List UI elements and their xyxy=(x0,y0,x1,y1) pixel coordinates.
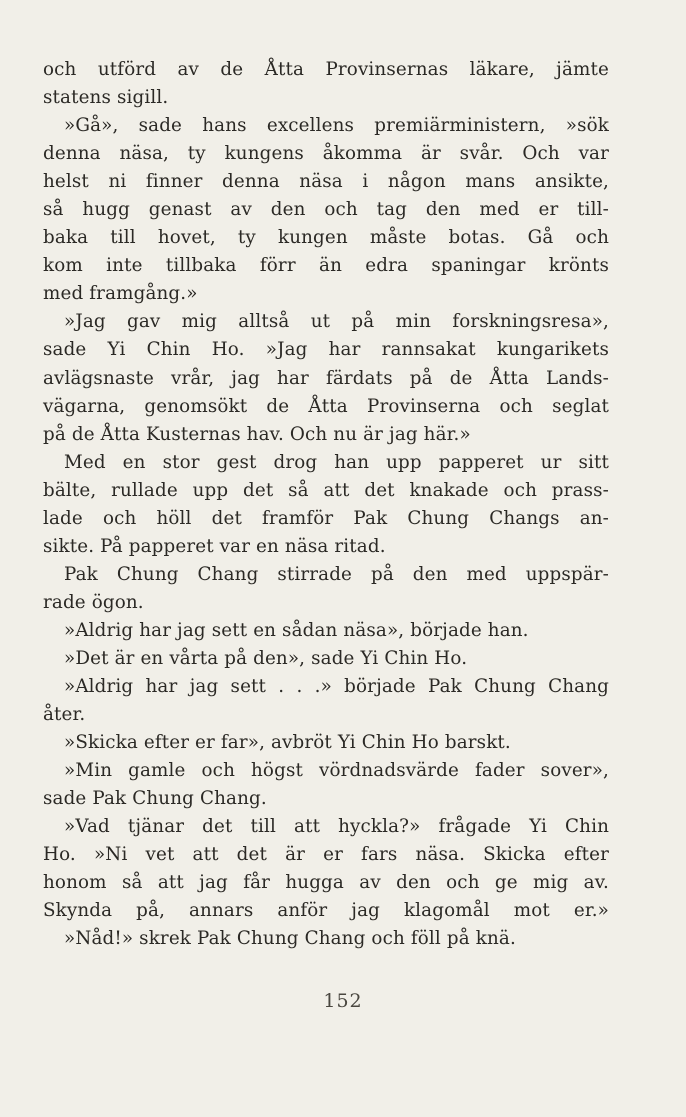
text-line: »Nåd!» skrek Pak Chung Chang och föll på knä. xyxy=(64,928,516,950)
text-line: »Min gamle och högst vördnadsvärde fader sover», xyxy=(64,760,609,782)
text-line: rade ögon. xyxy=(43,591,144,613)
text-line: åter. xyxy=(43,704,86,726)
text-line: »Gå», sade hans excellens premiärministern, »sök xyxy=(64,115,609,137)
text-line: så hugg genast av den och tag den med er till- xyxy=(43,199,609,221)
text-line: avlägsnaste vrår, jag har färdats på de Åtta Lands- xyxy=(43,367,609,389)
text-line: kom inte tillbaka förr än edra spaningar krönts xyxy=(43,255,609,277)
text-line: »Aldrig har jag sett . . .» började Pak Chung Chang xyxy=(64,676,609,698)
text-line: sade Yi Chin Ho. »Jag har rannsakat kungarikets xyxy=(43,339,609,361)
text-line: på de Åtta Kusternas hav. Och nu är jag här.» xyxy=(43,423,471,445)
body-text xyxy=(43,56,609,954)
text-line: vägarna, genomsökt de Åtta Provinserna och seglat xyxy=(43,395,609,417)
text-line: Ho. »Ni vet att det är er fars näsa. Skicka efter xyxy=(43,844,609,866)
text-line: »Jag gav mig alltså ut på min forskningsresa», xyxy=(64,311,609,333)
text-line: honom så att jag får hugga av den och ge mig av. xyxy=(43,872,609,894)
text-line: bälte, rullade upp det så att det knakade och prass- xyxy=(43,479,609,501)
text-line: sikte. På papperet var en näsa ritad. xyxy=(43,535,386,557)
text-line: sade Pak Chung Chang. xyxy=(43,788,267,810)
text-line: »Vad tjänar det till att hyckla?» frågade Yi Chin xyxy=(64,816,609,838)
text-line: denna näsa, ty kungens åkomma är svår. Och var xyxy=(43,143,609,165)
text-line: statens sigill. xyxy=(43,87,169,109)
text-line: Pak Chung Chang stirrade på den med uppspär- xyxy=(64,563,609,585)
text-line: helst ni finner denna näsa i någon mans ansikte, xyxy=(43,171,609,193)
text-line: baka till hovet, ty kungen måste botas. Gå och xyxy=(43,227,609,249)
text-line: lade och höll det framför Pak Chung Changs an- xyxy=(43,507,609,529)
text-line: och utförd av de Åtta Provinsernas läkare, jämte xyxy=(43,59,609,80)
text-line: Skynda på, annars anför jag klagomål mot er.» xyxy=(43,900,609,922)
text-line: med framgång.» xyxy=(43,283,198,305)
text-line: »Aldrig har jag sett en sådan näsa», började han. xyxy=(64,619,529,641)
text-line: »Skicka efter er far», avbröt Yi Chin Ho barskt. xyxy=(64,732,511,754)
text-line: »Det är en vårta på den», sade Yi Chin Ho. xyxy=(64,647,468,669)
page-number: 152 xyxy=(323,990,363,1012)
text-line: Med en stor gest drog han upp papperet ur sitt xyxy=(64,451,609,473)
